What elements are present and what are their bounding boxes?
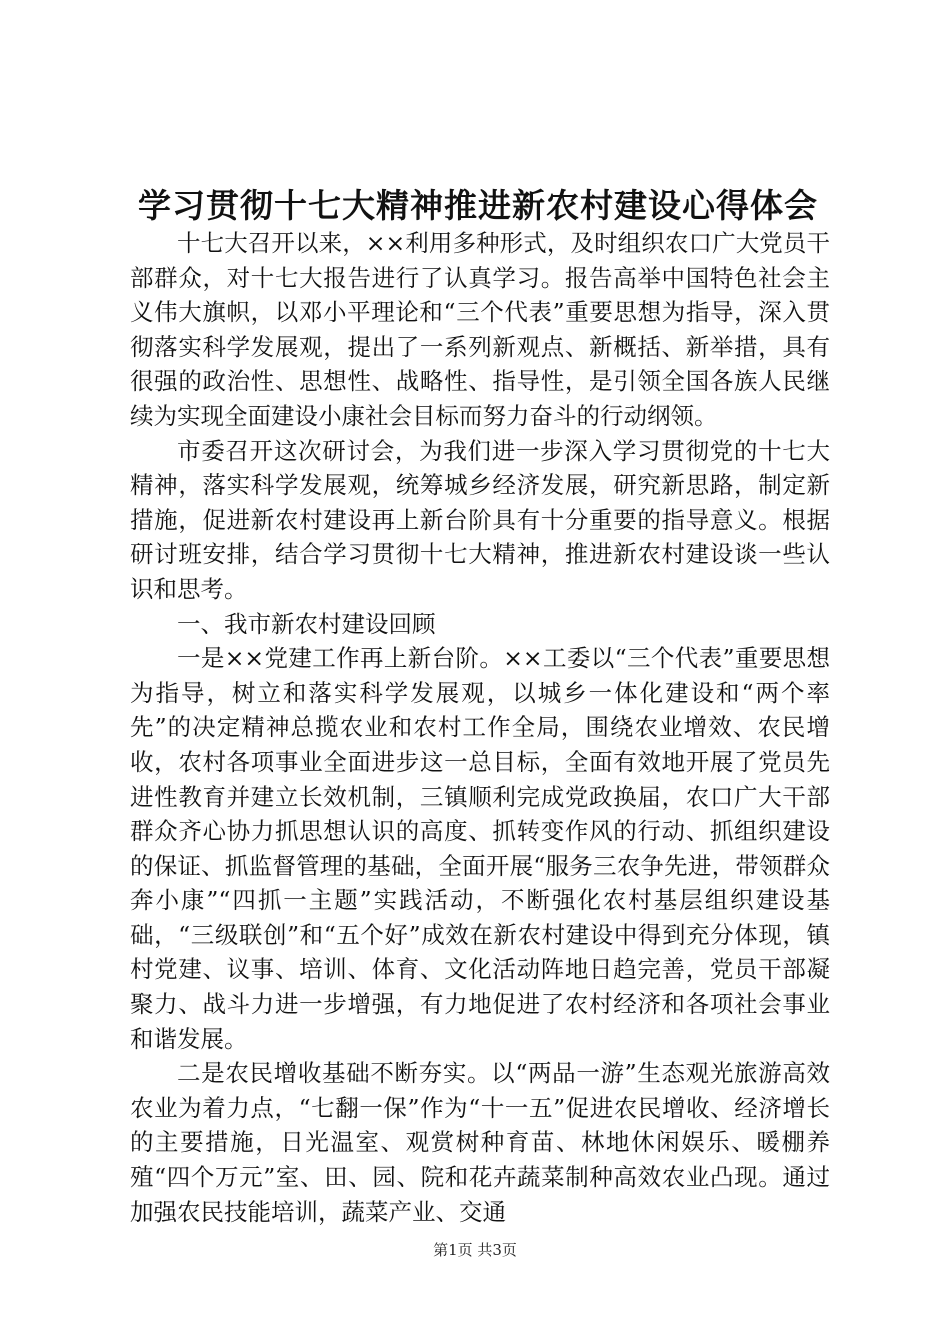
document-body	[130, 226, 830, 1229]
document-title: 学习贯彻十七大精神推进新农村建设心得体会	[138, 186, 818, 225]
paragraph: 市委召开这次研讨会，为我们进一步深入学习贯彻党的十七大精神，落实科学发展观，统筹城乡经济发展，研究新思路，制定新措施，促进新农村建设再上新台阶具有十分重要的指导意义。根据研讨班安排，结合学习贯彻十七大精神，推进新农村建设谈一些认识和思考。	[130, 436, 830, 603]
paragraph: 一是××党建工作再上新台阶。××工委以“三个代表”重要思想为指导，树立和落实科学发展观，以城乡一体化建设和“两个率先”的决定精神总揽农业和农村工作全局，围绕农业增效、农民增收，农村各项事业全面进步这一总目标，全面有效地开展了党员先进性教育并建立长效机制，三镇顺利完成党政换届，农口广大干部群众齐心协力抓思想认识的高度、抓转变作风的行动、抓组织建设的保证、抓监督管理的基础，全面开展“服务三农争先进，带领群众奔小康”“四抓一主题”实践活动，不断强化农村基层组织建设基础，“三级联创”和“五个好”成效在新农村建设中得到充分体现，镇村党建、议事、培训、体育、文化活动阵地日趋完善，党员干部凝聚力、战斗力进一步增强，有力地促进了农村经济和各项社会事业和谐发展。	[130, 644, 830, 1053]
paragraph: 二是农民增收基础不断夯实。以“两品一游”生态观光旅游高效农业为着力点，“七翻一保”作为“十一五”促进农民增收、经济增长的主要措施，日光温室、观赏树种育苗、林地休闲娱乐、暖棚养殖“四个万元”室、田、园、院和花卉蔬菜制种高效农业凸现。通过加强农民技能培训，蔬菜产业、交通	[130, 1059, 830, 1226]
section-heading: 一、我市新农村建设回顾	[177, 609, 436, 638]
paragraph: 十七大召开以来，××利用多种形式，及时组织农口广大党员干部群众，对十七大报告进行了认真学习。报告高举中国特色社会主义伟大旗帜，以邓小平理论和“三个代表”重要思想为指导，深入贯彻落实科学发展观，提出了一系列新观点、新概括、新举措，具有很强的政治性、思想性、战略性、指导性，是引领全国各族人民继续为实现全面建设小康社会目标而努力奋斗的行动纲领。	[130, 229, 830, 430]
page-number-footer: 第1页 共3页	[433, 1241, 517, 1259]
